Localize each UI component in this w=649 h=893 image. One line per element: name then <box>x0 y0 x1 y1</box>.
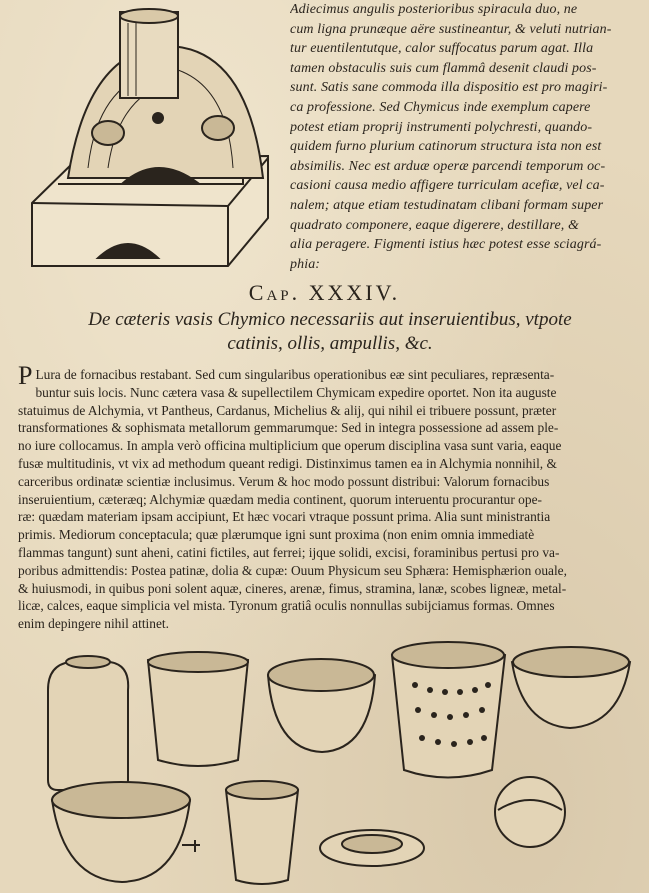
text-line: carceribus ordinatæ scientiæ inclusimus. Verum & hoc modo possunt distribui: Valorum fornacibus <box>18 473 550 489</box>
text-line: tur euentilentutque, calor suffocatus parum agat. Illa <box>290 41 594 57</box>
wide-bowl-vessel <box>512 647 630 728</box>
cup-vessel <box>226 781 298 884</box>
text-line: potest etiam proprij instrumenti polychresti, quando- <box>290 119 593 135</box>
chapter-heading: Cap. XXXIV. <box>248 280 401 305</box>
perforated-pot-vessel <box>392 642 505 778</box>
text-line: Lura de fornacibus restabant. Sed cum singularibus operationibus eæ sint peculiares, repræsenta- <box>35 367 555 382</box>
text-line: phia: <box>290 256 321 272</box>
dish-vessel <box>320 830 424 866</box>
text-line: cum ligna prunæque aëre sustineantur, & veluti nutrian- <box>290 21 612 37</box>
text-line: absimilis. Nec est arduæ operæ parcendi temporum oc- <box>290 158 606 174</box>
text-line: casioni causa medio affigere turriculam acefiæ, vel ca- <box>290 178 605 194</box>
text-line: ræ: quædam materiam ipsam accipiunt, Et hæc vocari vtraque possunt prima. Alia sunt ministrantia <box>18 509 551 525</box>
text-line: ca professione. Sed Chymicus inde exemplum capere <box>290 99 591 115</box>
text-line: transformationes & sophismata metallorum gemmarumque: Sed in integra possessione ad assem ple- <box>18 420 559 436</box>
basin-vessel <box>52 782 200 882</box>
top-paragraph <box>290 0 648 274</box>
subtitle-line: De cæteris vasis Chymico necessariis aut inseruientibus, vtpote <box>88 309 572 330</box>
text-line: enim depingere nihil attinet. <box>18 616 169 632</box>
subtitle-line: catinis, ollis, ampullis, &c. <box>227 333 433 354</box>
sphere-vessel <box>495 777 565 847</box>
text-line: & huiusmodi, in quibus poni solent aquæ, cineres, arenæ, fimus, stramina, lanæ, scobes ligneæ, metal- <box>18 580 567 596</box>
text-line: tamen obstaculis suis cum flammâ desenit claudi pos- <box>290 60 597 76</box>
text-line: alia peragere. Figmenti istius hæc potest esse sciagrá- <box>290 237 602 253</box>
text-line: nalem; atque etiam testudinatam clibani formam super <box>290 197 604 213</box>
text-line: poribus admittendis: Postea patinæ, dolia & cupæ: Ouum Physicum seu Sphæra: Hemisphærion ouale, <box>18 562 567 578</box>
flask-vessel <box>48 656 128 790</box>
drop-cap: P <box>18 366 33 386</box>
spouted-bowl-vessel <box>268 659 375 752</box>
pot-vessel <box>148 652 248 766</box>
body-paragraph <box>18 366 648 633</box>
text-line: licæ, calces, eaque simplicia vel mista. Tyronum gratiâ oculis nonnullas subijciamus formas. Omnes <box>18 598 555 614</box>
chapter-subtitle <box>80 308 580 356</box>
text-line: sunt. Satis sane commoda illa dispositio est pro magiri- <box>290 80 608 96</box>
text-line: Adiecimus angulis posterioribus spiracula duo, ne <box>290 2 578 17</box>
text-line: buntur suis locis. Nunc cætera vasa & supellectilem Chymicam expedire oportet. Non ita auguste <box>35 384 557 400</box>
text-line: primis. Mediorum conceptacula; quæ plærumque igni sunt proxima (non enim omnia immediatè <box>18 527 535 543</box>
text-line: no iure collocamus. In ampla verò officina multiplicium que operum disciplina vasa sunt varia, eaque <box>18 438 562 454</box>
text-line: statuimus de Alchymia, vt Pantheus, Cardanus, Michelius & alij, qui nihil ei tribuere possunt, præter <box>18 402 557 418</box>
text-line: fusæ multitudinis, vt vix ad methodum queant redigi. Distinximus tamen ea in Alchymia nonnihil, & <box>18 455 557 471</box>
furnace-illustration <box>28 8 300 270</box>
text-line: flammas tangunt) sunt aheni, catini fictiles, aut ferrei; ijque solidi, excisi, foraminibus pertusi pro va- <box>18 544 560 560</box>
vessels-illustration <box>30 640 640 890</box>
text-line: inseruientium, cæteræq; Alchymiæ quædam media continent, quorum interuentu procurantur ope- <box>18 491 542 507</box>
text-line: quadrato componere, eaque digerere, destillare, & <box>290 217 579 233</box>
text-line: quidem furno plurium catinorum structura ista non est <box>290 139 602 155</box>
